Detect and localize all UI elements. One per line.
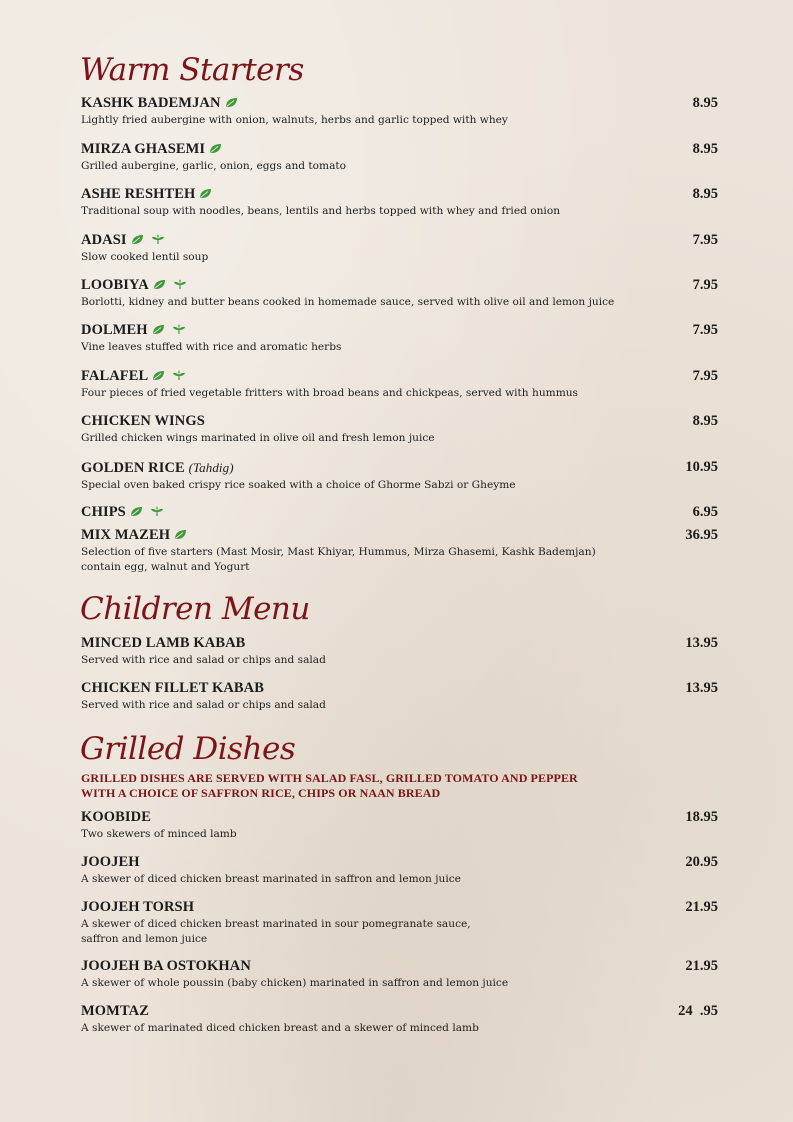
item-price: 7.95 [692,322,718,338]
sprout-icon [172,370,186,381]
notice-line: WITH A CHOICE OF SAFFRON RICE, CHIPS OR NAAN BREAD [81,786,441,800]
item-name: CHIPS [81,504,126,520]
item-price: 13.95 [685,635,718,651]
menu-item [81,277,721,310]
item-name: JOOJEH TORSH [81,899,195,915]
item-name: MIX MAZEH [81,527,171,543]
item-name: MINCED LAMB KABAB [81,635,246,651]
item-description: Slow cooked lentil soup [81,251,209,263]
item-name: LOOBIYA [81,277,149,293]
menu-item [81,504,721,521]
item-price: 8.95 [692,95,718,111]
menu-item [81,459,721,493]
item-description: Four pieces of fried vegetable fritters with broad beans and chickpeas, served with hummus [81,387,578,399]
item-description: Borlotti, kidney and butter beans cooked in homemade sauce, served with olive oil and lemon juice [81,296,615,308]
menu-item [81,899,721,946]
notice-line: GRILLED DISHES ARE SERVED WITH SALAD FASL, GRILLED TOMATO AND PEPPER [81,771,578,785]
item-price: 8.95 [692,413,718,429]
menu-item [81,232,721,265]
item-name: DOLMEH [81,322,148,338]
item-name: JOOJEH BA OSTOKHAN [81,958,251,974]
item-price: 8.95 [692,141,718,157]
item-name: MIRZA GHASEMI [81,141,206,157]
item-price: 20.95 [685,854,718,870]
menu-item [81,527,721,574]
menu-item [81,95,721,128]
item-description-line2: contain egg, walnut and Yogurt [81,560,250,573]
item-name: KASHK BADEMJAN [81,95,221,111]
item-name: CHICKEN WINGS [81,413,205,429]
leaf-icon [199,188,212,199]
item-price: 36.95 [685,527,718,543]
sprout-icon [151,234,165,245]
sprout-icon [150,506,164,517]
sprout-icon [173,279,187,290]
item-description: Served with rice and salad or chips and salad [81,699,326,711]
item-price: 7.95 [692,277,718,293]
item-description-line2: saffron and lemon juice [81,932,208,945]
leaf-icon [174,529,187,540]
item-price: 21.95 [685,899,718,915]
item-name: JOOJEH [81,854,140,870]
item-name: ADASI [81,232,127,248]
section-title-grilled-dishes: Grilled Dishes [80,731,296,767]
section-title-warm-starters: Warm Starters [80,52,304,88]
item-description: Selection of five starters (Mast Mosir, Mast Khiyar, Hummus, Mirza Ghasemi, Kashk Bademjan) [81,546,596,558]
item-price: 7.95 [692,368,718,384]
item-price: 21.95 [685,958,718,974]
item-description: A skewer of diced chicken breast marinated in saffron and lemon juice [81,873,461,885]
item-description: Two skewers of minced lamb [81,828,237,840]
item-price: 8.95 [692,186,718,202]
menu-item [81,1003,721,1036]
item-description: Lightly fried aubergine with onion, walnuts, herbs and garlic topped with whey [81,114,508,126]
leaf-icon [131,234,144,245]
item-price: 13.95 [685,680,718,696]
item-price: 10.95 [685,459,718,475]
item-description: A skewer of whole poussin (baby chicken) marinated in saffron and lemon juice [81,977,509,989]
item-name: CHICKEN FILLET KABAB [81,680,265,696]
leaf-icon [152,370,165,381]
menu-item [81,854,721,887]
menu-item [81,680,721,713]
item-description: A skewer of diced chicken breast marinated in sour pomegranate sauce, [81,918,471,930]
menu-item [81,368,721,401]
item-description: Traditional soup with noodles, beans, lentils and herbs topped with whey and fried onion [81,205,561,217]
leaf-icon [130,506,143,517]
menu-item [81,635,721,668]
item-name: MOMTAZ [81,1003,149,1019]
item-name: KOOBIDE [81,809,151,825]
menu-item [81,186,721,219]
item-tag: (Tahdig) [188,460,234,475]
item-description: Vine leaves stuffed with rice and aromatic herbs [81,341,342,353]
item-description: Grilled aubergine, garlic, onion, eggs and tomato [81,160,347,172]
item-description: Served with rice and salad or chips and salad [81,654,326,666]
grilled-dishes-notice [81,771,578,801]
item-price: 6.95 [692,504,718,520]
item-name: ASHE RESHTEH [81,186,196,202]
leaf-icon [225,97,238,108]
menu-item [81,958,721,991]
leaf-icon [209,143,222,154]
item-price: 7.95 [692,232,718,248]
item-price: 18.95 [685,809,718,825]
menu-item [81,809,721,842]
menu-item [81,141,721,174]
item-description: A skewer of marinated diced chicken breast and a skewer of minced lamb [81,1022,479,1034]
menu-item [81,413,721,446]
section-title-children-menu: Children Menu [80,591,310,627]
leaf-icon [153,279,166,290]
menu-item [81,322,721,355]
item-name: FALAFEL [81,368,149,384]
sprout-icon [172,324,186,335]
item-name: GOLDEN RICE [81,460,185,476]
leaf-icon [152,324,165,335]
item-description: Special oven baked crispy rice soaked with a choice of Ghorme Sabzi or Gheyme [81,479,516,491]
item-description: Grilled chicken wings marinated in olive oil and fresh lemon juice [81,432,435,444]
item-price: 24 .95 [678,1003,718,1019]
